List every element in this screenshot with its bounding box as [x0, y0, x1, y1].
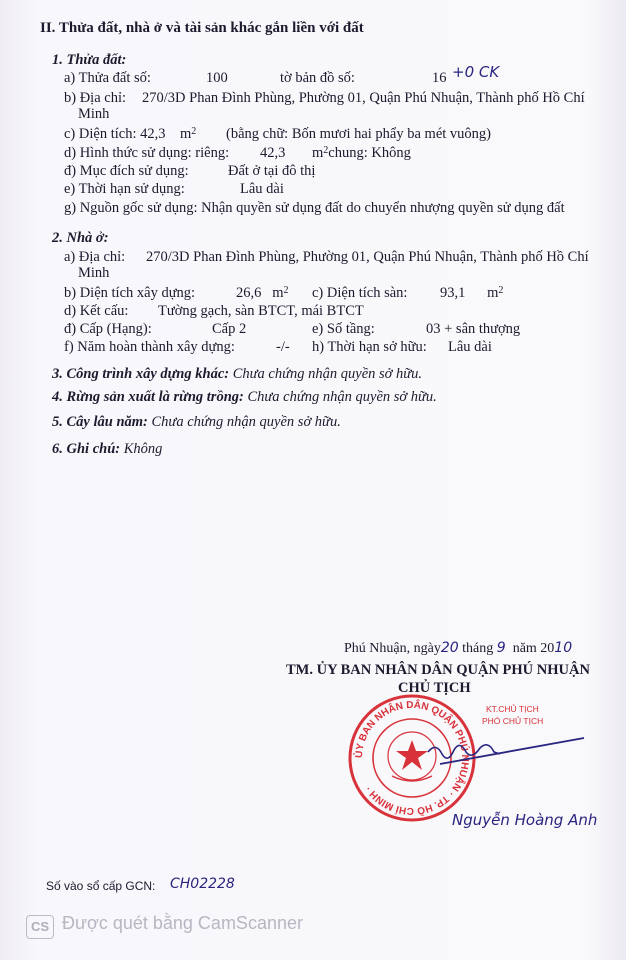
date-month: 9	[496, 640, 506, 656]
term-label: e) Thời hạn sử dụng:	[64, 181, 185, 197]
completed-label: f) Năm hoàn thành xây dựng:	[64, 339, 235, 355]
floor-area-sup: 2	[498, 285, 504, 296]
land-heading: 1. Thửa đất:	[52, 52, 127, 68]
purpose-value: Đất ở tại đô thị	[228, 163, 316, 179]
item-6-heading: 6. Ghi chú:	[52, 441, 121, 457]
date-month-label: tháng	[462, 641, 494, 656]
map-label: tờ bản đồ số:	[280, 70, 355, 86]
land-area-unit-sup: 2	[191, 126, 197, 137]
floors-label: e) Số tầng:	[312, 321, 375, 337]
land-address-label: b) Địa chỉ:	[64, 90, 127, 106]
build-area-unit: m	[272, 285, 284, 301]
date-year-label: năm 20	[512, 641, 555, 656]
date-year-suffix: 10	[554, 640, 573, 656]
registry-label: Số vào sổ cấp GCN:	[46, 879, 156, 893]
map-number: 16	[432, 70, 447, 86]
item-5	[52, 414, 341, 431]
issuing-authority: TM. ỦY BAN NHÂN DÂN QUẬN PHÚ NHUẬN	[286, 662, 590, 678]
item-6	[52, 441, 162, 458]
land-area-label: c) Diện tích: 42,3	[64, 126, 166, 142]
parcel-label: a) Thửa đất số:	[64, 70, 151, 86]
structure-label: d) Kết cấu:	[64, 303, 129, 319]
land-address-line1: 270/3D Phan Đình Phùng, Phường 01, Quận Phú Nhuận, Thành phố Hồ Chí	[142, 90, 585, 106]
build-area-label: b) Diện tích xây dựng:	[64, 285, 196, 301]
parcel-number: 100	[206, 70, 228, 86]
item-3-text: Chưa chứng nhận quyền sở hữu.	[232, 366, 423, 382]
floor-area-unit: m	[487, 285, 499, 301]
camscanner-watermark: Được quét bằng CamScanner	[62, 913, 303, 933]
place-date	[344, 640, 572, 657]
land-origin: g) Nguồn gốc sử dụng: Nhận quyền sử dụng đất do chuyển nhượng quyền sử dụng đất	[64, 200, 565, 216]
date-day: 20	[440, 640, 459, 656]
usage-unit: m	[312, 145, 324, 161]
land-area-unit: m	[179, 126, 192, 142]
floor-area-value: 93,1	[440, 285, 466, 301]
item-3	[52, 366, 422, 383]
usage-common	[312, 145, 411, 162]
usage-unit-sup: 2	[323, 145, 329, 156]
usage-form-label: d) Hình thức sử dụng: riêng:	[64, 145, 230, 161]
item-4	[52, 389, 437, 406]
house-address-line2: Minh	[78, 265, 110, 281]
land-area	[64, 126, 196, 143]
grade-label: đ) Cấp (Hạng):	[64, 321, 152, 337]
item-6-text: Không	[123, 441, 163, 457]
build-area	[236, 285, 289, 302]
build-area-sup: 2	[283, 285, 289, 296]
land-address-line2: Minh	[78, 106, 110, 122]
completed-value: -/-	[276, 339, 290, 355]
item-4-text: Chưa chứng nhận quyền sở hữu.	[247, 389, 437, 405]
ownership-term-label: h) Thời hạn sở hữu:	[312, 339, 427, 355]
house-address-line1: 270/3D Phan Đình Phùng, Phường 01, Quận Phú Nhuận, Thành phố Hồ Chí	[146, 249, 589, 265]
signer-name: Nguyễn Hoàng Anh	[452, 811, 598, 829]
house-address-label: a) Địa chỉ:	[64, 249, 126, 265]
signature-scribble-icon	[420, 730, 590, 780]
floor-area-label: c) Diện tích sàn:	[312, 285, 408, 301]
house-heading: 2. Nhà ở:	[52, 230, 109, 246]
seal-ring-text: ỦY BAN NHÂN DÂN QUẬN PHÚ NHUẬN · TP. HỒ CHÍ MINH ·	[353, 699, 471, 817]
registry-number: CH02228	[170, 876, 235, 892]
item-4-heading: 4. Rừng sản xuất là rừng trồng:	[52, 389, 244, 405]
item-5-heading: 5. Cây lâu năm:	[52, 414, 148, 430]
place-date-prefix: Phú Nhuận, ngày	[344, 641, 441, 656]
camscanner-logo-icon: CS	[26, 915, 54, 939]
deputy-stamp-line2: PHÓ CHỦ TỊCH	[482, 716, 544, 726]
item-3-heading: 3. Công trình xây dựng khác:	[52, 366, 230, 382]
grade-value: Cấp 2	[212, 321, 247, 337]
land-area-words: (bằng chữ: Bốn mươi hai phẩy ba mét vuông)	[226, 126, 492, 142]
usage-common-text: chung: Không	[328, 145, 411, 161]
section-title: II. Thửa đất, nhà ở và tài sản khác gắn liền với đất	[40, 20, 364, 36]
structure-value: Tường gạch, sàn BTCT, mái BTCT	[158, 303, 364, 319]
deputy-stamp-line1: KT.CHỦ TỊCH	[486, 704, 539, 714]
floors-value: 03 + sân thượng	[426, 321, 521, 337]
floor-area	[440, 285, 503, 302]
usage-private-area: 42,3	[260, 145, 286, 161]
ownership-term-value: Lâu dài	[448, 339, 492, 355]
build-area-value: 26,6	[236, 285, 262, 301]
purpose-label: đ) Mục đích sử dụng:	[64, 163, 189, 179]
signer-role: CHỦ TỊCH	[398, 680, 471, 696]
item-5-text: Chưa chứng nhận quyền sở hữu.	[151, 414, 341, 430]
map-handwritten-note: +0 CK	[452, 63, 500, 81]
term-value: Lâu dài	[240, 181, 284, 197]
